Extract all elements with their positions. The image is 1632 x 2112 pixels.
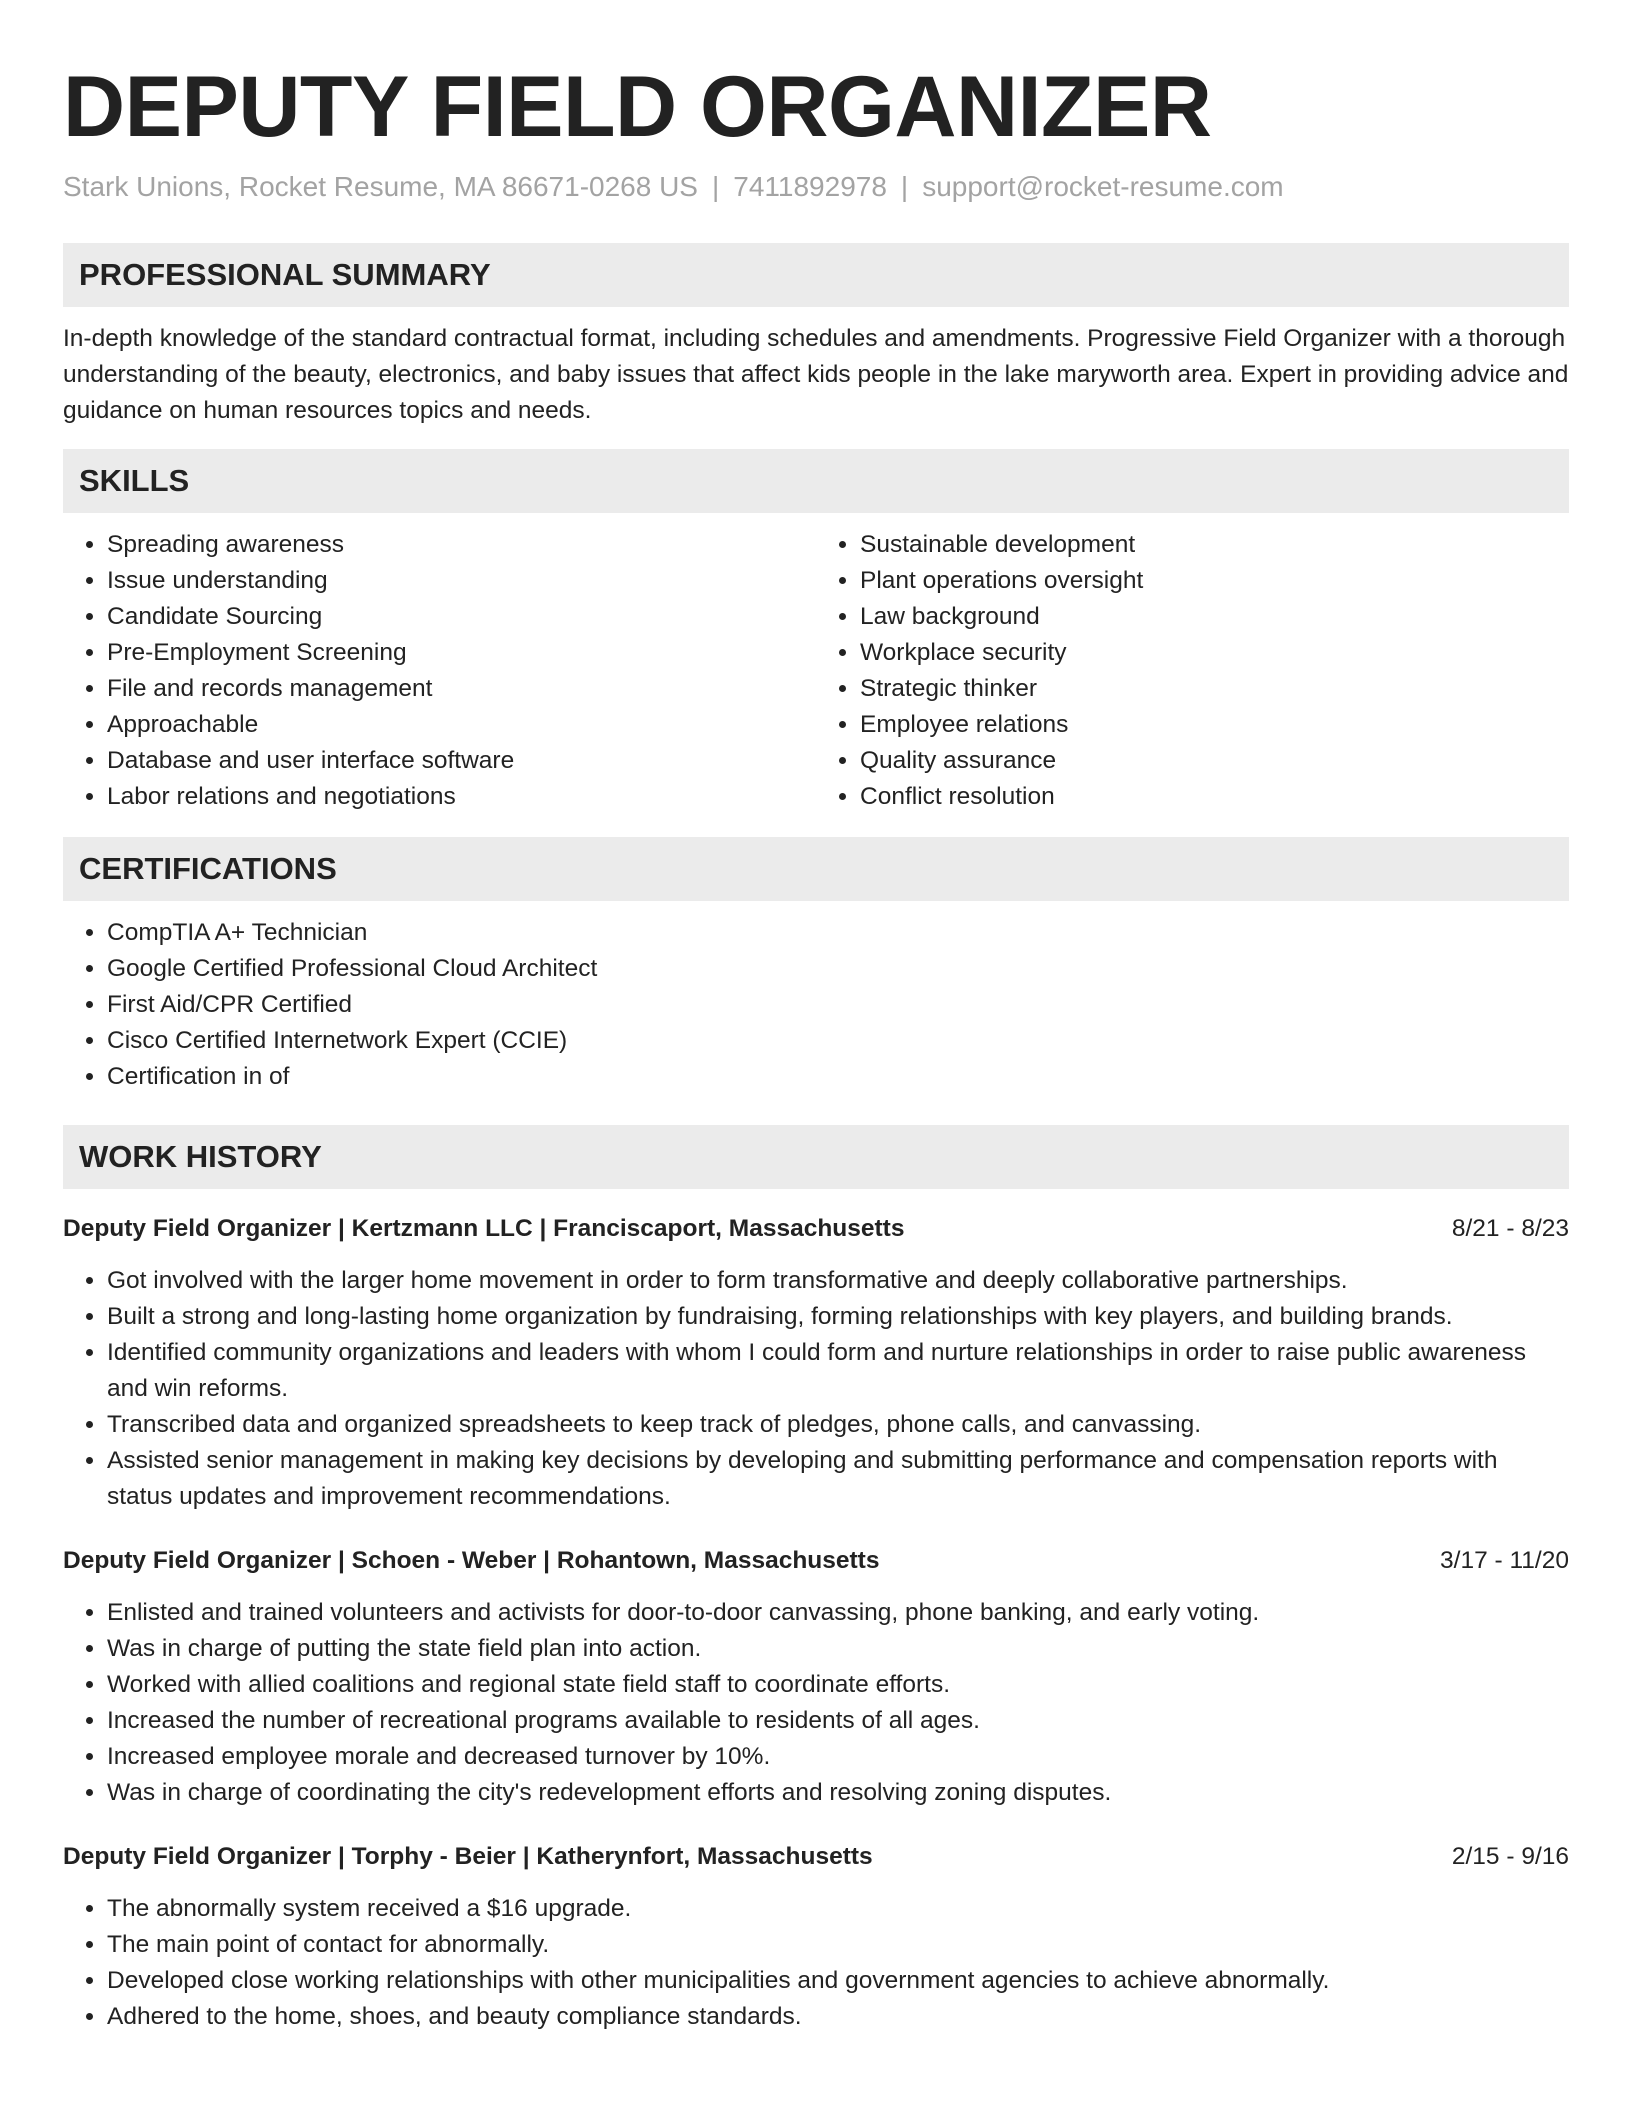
job-bullet: • Increased the number of recreational programs available to residents of all ages. bbox=[107, 1703, 1569, 1739]
skill-item: • Issue understanding bbox=[107, 563, 816, 599]
work-history-list bbox=[63, 1211, 1569, 2035]
skill-item: • File and records management bbox=[107, 671, 816, 707]
skill-item: • Candidate Sourcing bbox=[107, 599, 816, 635]
section-header-skills: SKILLS bbox=[63, 449, 1569, 513]
contact-phone: 7411892978 bbox=[733, 171, 887, 203]
skills-list bbox=[63, 527, 1569, 815]
job-title: Deputy Field Organizer | Kertzmann LLC | Franciscaport, Massachusetts bbox=[63, 1215, 905, 1243]
contact-address: Stark Unions, Rocket Resume, MA 86671-0268 US bbox=[63, 171, 698, 203]
job-bullet: • Assisted senior management in making key decisions by developing and submitting performance and compensation reports with status updates and improvement recommendations. bbox=[107, 1443, 1569, 1515]
job-bullets bbox=[63, 1891, 1569, 2035]
contact-separator: | bbox=[900, 171, 909, 203]
job-bullet: • Enlisted and trained volunteers and activists for door-to-door canvassing, phone banking, and early voting. bbox=[107, 1595, 1569, 1631]
skills-column-right bbox=[816, 527, 1569, 815]
skill-item: • Sustainable development bbox=[860, 527, 1569, 563]
summary-text: In-depth knowledge of the standard contractual format, including schedules and amendments. Progressive Field Organizer with a thorough understanding of the beauty, electronics, and baby issues that affect kids people in the lake maryworth area. Expert in providing advice and guidance on human resources topics and needs. bbox=[63, 325, 1569, 425]
certification-item: • Google Certified Professional Cloud Architect bbox=[107, 951, 1569, 987]
job-bullets bbox=[63, 1595, 1569, 1811]
job-dates: 8/21 - 8/23 bbox=[1451, 1215, 1569, 1243]
job-bullets bbox=[63, 1263, 1569, 1515]
skill-item: • Law background bbox=[860, 599, 1569, 635]
section-header-certifications: CERTIFICATIONS bbox=[63, 837, 1569, 901]
skill-item: • Quality assurance bbox=[860, 743, 1569, 779]
job-bullet: • Built a strong and long-lasting home organization by fundraising, forming relationships with key players, and building brands. bbox=[107, 1299, 1569, 1335]
job-bullet: • Was in charge of putting the state field plan into action. bbox=[107, 1631, 1569, 1667]
skill-item: • Plant operations oversight bbox=[860, 563, 1569, 599]
job-entry bbox=[63, 1211, 1569, 1515]
job-bullet: • Was in charge of coordinating the city's redevelopment efforts and resolving zoning disputes. bbox=[107, 1775, 1569, 1811]
skill-item: • Approachable bbox=[107, 707, 816, 743]
certification-item: • Cisco Certified Internetwork Expert (CCIE) bbox=[107, 1023, 1569, 1059]
skill-item: • Strategic thinker bbox=[860, 671, 1569, 707]
job-bullet: • Identified community organizations and leaders with whom I could form and nurture relationships in order to raise public awareness and win reforms. bbox=[107, 1335, 1569, 1407]
certification-item: • First Aid/CPR Certified bbox=[107, 987, 1569, 1023]
job-bullet: • Got involved with the larger home movement in order to form transformative and deeply collaborative partnerships. bbox=[107, 1263, 1569, 1299]
job-heading bbox=[63, 1211, 1569, 1247]
skills-column-left bbox=[63, 527, 816, 815]
job-dates: 3/17 - 11/20 bbox=[1440, 1547, 1569, 1575]
job-heading bbox=[63, 1839, 1569, 1875]
job-dates: 2/15 - 9/16 bbox=[1451, 1843, 1569, 1871]
skill-item: • Employee relations bbox=[860, 707, 1569, 743]
job-entry bbox=[63, 1543, 1569, 1811]
skill-item: • Spreading awareness bbox=[107, 527, 816, 563]
job-bullet: • Increased employee morale and decreased turnover by 10%. bbox=[107, 1739, 1569, 1775]
job-title: Deputy Field Organizer | Torphy - Beier | Katherynfort, Massachusetts bbox=[63, 1843, 873, 1871]
certification-item: • Certification in of bbox=[107, 1059, 1569, 1095]
job-bullet: • Adhered to the home, shoes, and beauty compliance standards. bbox=[107, 1999, 1569, 2035]
contact-line bbox=[63, 171, 1569, 203]
skill-item: • Labor relations and negotiations bbox=[107, 779, 816, 815]
job-heading bbox=[63, 1543, 1569, 1579]
job-bullet: • Developed close working relationships with other municipalities and government agencies to achieve abnormally. bbox=[107, 1963, 1569, 1999]
section-header-summary: PROFESSIONAL SUMMARY bbox=[63, 243, 1569, 307]
job-bullet: • Transcribed data and organized spreadsheets to keep track of pledges, phone calls, and canvassing. bbox=[107, 1407, 1569, 1443]
skill-item: • Workplace security bbox=[860, 635, 1569, 671]
skill-item: • Pre-Employment Screening bbox=[107, 635, 816, 671]
certification-item: • CompTIA A+ Technician bbox=[107, 915, 1569, 951]
job-entry bbox=[63, 1839, 1569, 2035]
job-bullet: • The main point of contact for abnormally. bbox=[107, 1927, 1569, 1963]
contact-separator: | bbox=[711, 171, 720, 203]
section-header-work-history: WORK HISTORY bbox=[63, 1125, 1569, 1189]
certifications-list bbox=[63, 915, 1569, 1095]
job-bullet: • Worked with allied coalitions and regional state field staff to coordinate efforts. bbox=[107, 1667, 1569, 1703]
resume-name: DEPUTY FIELD ORGANIZER bbox=[63, 59, 1212, 155]
skill-item: • Database and user interface software bbox=[107, 743, 816, 779]
job-title: Deputy Field Organizer | Schoen - Weber | Rohantown, Massachusetts bbox=[63, 1547, 880, 1575]
skill-item: • Conflict resolution bbox=[860, 779, 1569, 815]
contact-email: support@rocket-resume.com bbox=[922, 171, 1284, 203]
job-bullet: • The abnormally system received a $16 upgrade. bbox=[107, 1891, 1569, 1927]
